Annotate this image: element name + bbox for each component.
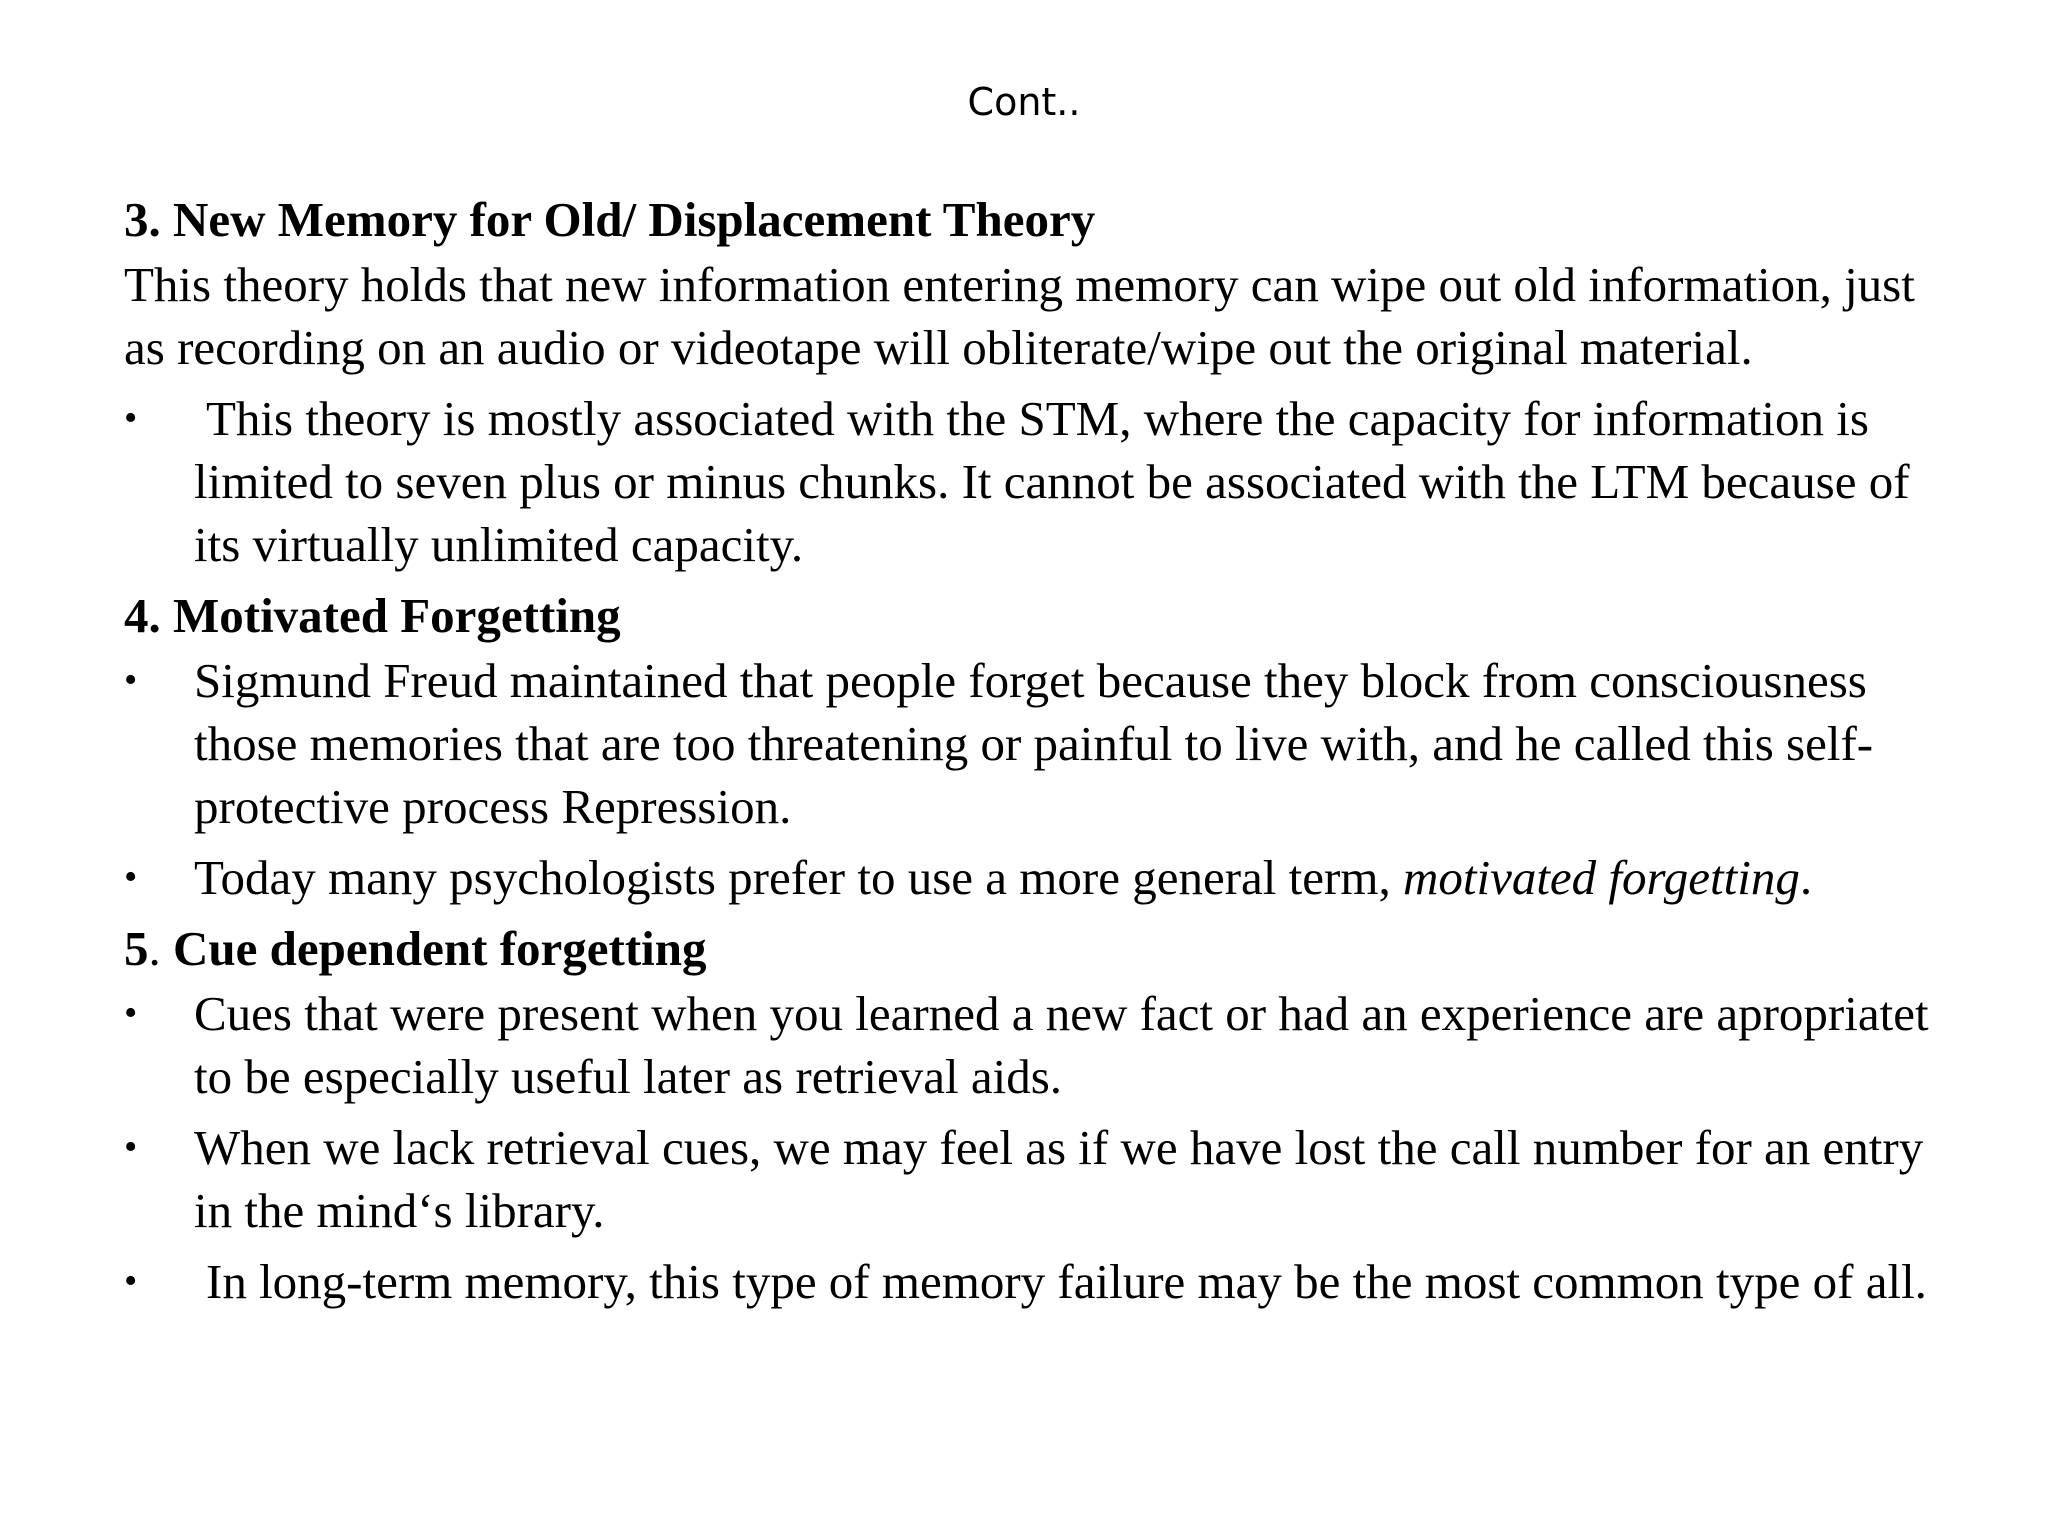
- section-5-heading: [124, 917, 1954, 980]
- bullet-text: In long-term memory, this type of memory failure may be the most common type of all.: [206, 1254, 1927, 1309]
- section-3-bullet-1: [124, 387, 1954, 576]
- section-5-bullet-2: [124, 1116, 1954, 1242]
- section-5-bullet-1: [124, 982, 1954, 1108]
- section-5-number: 5: [124, 921, 149, 976]
- section-3-paragraph: This theory holds that new information entering memory can wipe out old information, just as recording on an audio or videotape will obliterate/wipe out the original material.: [124, 257, 1915, 375]
- bullet-icon: •: [124, 992, 138, 1034]
- bullet-text: When we lack retrieval cues, we may feel as if we have lost the call number for an entry in the mind‘s library.: [194, 1120, 1924, 1238]
- section-4-bullet-2: [124, 846, 1954, 909]
- bullet-text: Sigmund Freud maintained that people forget because they block from consciousness those memories that are too threatening or painful to live with, and he called this self-protective process Repression.: [194, 653, 1874, 834]
- bullet-text-prefix: Today many psychologists prefer to use a more general term,: [194, 850, 1403, 905]
- bullet-icon: •: [124, 1126, 138, 1168]
- section-5-title: Cue dependent forgetting: [173, 921, 707, 976]
- section-4-heading: 4. Motivated Forgetting: [124, 588, 621, 643]
- bullet-text-suffix: .: [1799, 850, 1813, 905]
- bullet-icon: •: [124, 1260, 138, 1302]
- bullet-icon: •: [124, 397, 138, 439]
- bullet-icon: •: [124, 659, 138, 701]
- bullet-icon: •: [124, 856, 138, 898]
- section-5-bullet-3: [124, 1250, 1954, 1313]
- section-3-heading: 3. New Memory for Old/ Displacement Theory: [124, 192, 1096, 247]
- bullet-text-italic: motivated forgetting: [1402, 850, 1800, 905]
- section-4-bullet-1: [124, 649, 1954, 838]
- slide-content: [124, 188, 1954, 1321]
- bullet-text: Cues that were present when you learned a new fact or had an experience are apropriatet to be especially useful later as retrieval aids.: [194, 986, 1929, 1104]
- bullet-text: This theory is mostly associated with the STM, where the capacity for information is limited to seven plus or minus chunks. It cannot be associated with the LTM because of its virtually unlimited capacity.: [194, 391, 1910, 572]
- slide-title: Cont..: [967, 80, 1081, 124]
- section-5-separator: .: [148, 921, 173, 976]
